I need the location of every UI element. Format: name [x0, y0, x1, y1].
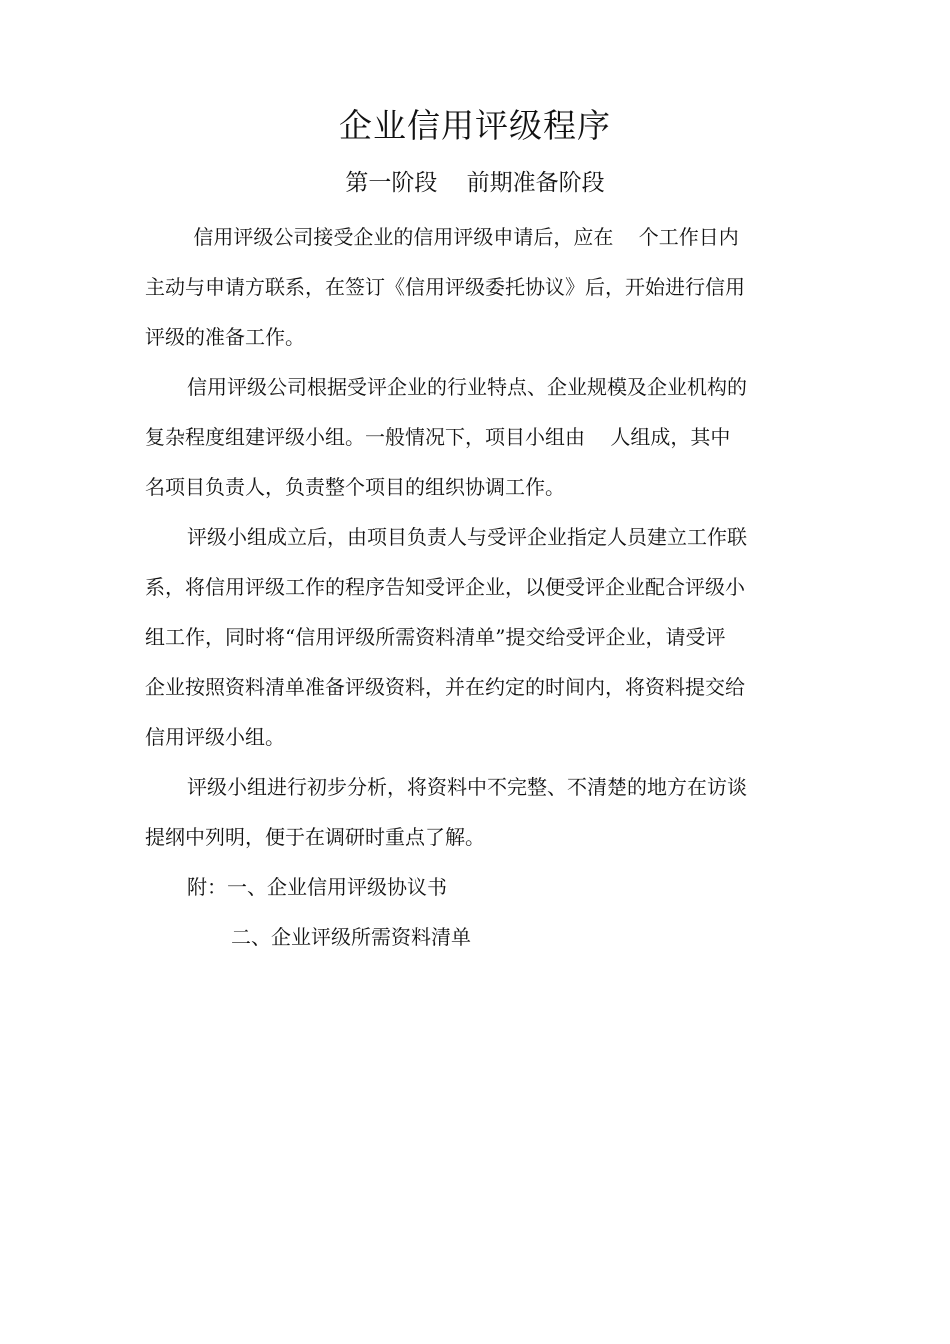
paragraph-line: 复杂程度组建评级小组。一般情况下，项目小组由 人组成，其中 — [145, 425, 731, 449]
appendix-item-1: 附：一、企业信用评级协议书 — [187, 875, 447, 899]
paragraph-line: 信用评级小组。 — [145, 725, 285, 749]
paragraph-1 — [145, 212, 815, 362]
paragraph-line: 评级的准备工作。 — [145, 325, 305, 349]
paragraph-line: 提纲中列明，便于在调研时重点了解。 — [145, 825, 485, 849]
paragraph-line: 信用评级公司根据受评企业的行业特点、企业规模及企业机构的 — [187, 375, 747, 399]
document-body — [145, 212, 815, 962]
paragraph-3 — [145, 512, 815, 762]
paragraph-line: 名项目负责人，负责整个项目的组织协调工作。 — [145, 475, 565, 499]
paragraph-line: 评级小组进行初步分析，将资料中不完整、不清楚的地方在访谈 — [187, 775, 747, 799]
paragraph-line: 组工作，同时将“信用评级所需资料清单”提交给受评企业，请受评 — [145, 625, 726, 649]
paragraph-line: 系，将信用评级工作的程序告知受评企业，以便受评企业配合评级小 — [145, 575, 745, 599]
appendix-list — [145, 862, 815, 962]
paragraph-line: 评级小组成立后，由项目负责人与受评企业指定人员建立工作联 — [187, 525, 747, 549]
paragraph-line: 主动与申请方联系，在签订《信用评级委托协议》后，开始进行信用 — [145, 275, 745, 299]
appendix-item-2: 二、企业评级所需资料清单 — [231, 925, 471, 949]
section-heading: 第一阶段 前期准备阶段 — [345, 170, 605, 196]
paragraph-4 — [145, 762, 815, 862]
document-title: 企业信用评级程序 — [339, 106, 611, 145]
paragraph-line: 企业按照资料清单准备评级资料，并在约定的时间内，将资料提交给 — [145, 675, 745, 699]
paragraph-line: 信用评级公司接受企业的信用评级申请后，应在 个工作日内 — [187, 225, 739, 249]
paragraph-2 — [145, 362, 815, 512]
